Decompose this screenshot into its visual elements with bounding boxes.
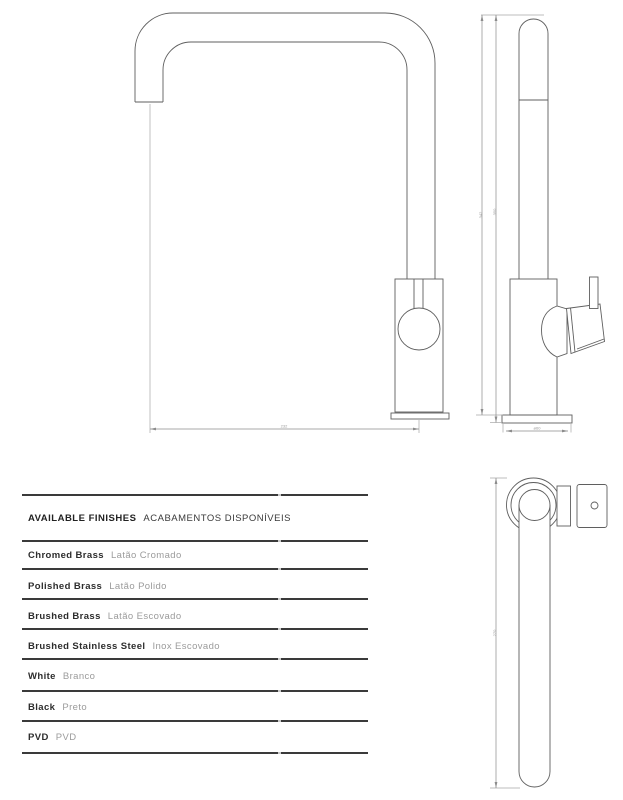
height-dim-b-label: 350 [492,208,497,216]
finishes-title-pt: ACABAMENTOS DISPONÍVEIS [143,513,291,524]
table-rule [22,720,368,722]
finish-row-brushed-stainless-steel [28,641,220,652]
base-flange-side [502,415,572,423]
finish-row-brushed-brass [28,611,182,622]
front-view-drawing [135,13,449,433]
finish-row-white [28,671,95,682]
finish-row-polished-brass [28,581,167,592]
finish-name-en: Polished Brass [28,581,103,592]
table-rule [22,494,368,496]
spout-outer-outline [135,13,435,279]
handle-collar-top [557,486,571,526]
table-rule [22,690,368,692]
control-knob-circle [398,308,440,350]
handle-block-top [577,485,607,528]
finishes-table-title [28,513,291,524]
height-dim-a-label: 342 [478,211,483,219]
finish-name-en: PVD [28,732,49,743]
spout-inner-outline [163,42,407,279]
base-diameter-dimension [503,424,571,433]
finish-name-pt: Latão Polido [109,581,167,592]
finish-name-pt: PVD [55,732,77,743]
finish-name-en: Brushed Brass [28,611,101,622]
body-connector-lines [414,279,423,309]
finish-name-pt: Latão Cromado [110,550,182,561]
table-rule [22,752,368,754]
length-dim-label: 270 [492,629,497,637]
spout-column [519,19,548,279]
reach-dim-label: 232 [280,423,288,429]
finish-name-en: Chromed Brass [28,550,104,561]
finish-row-pvd [28,732,76,743]
length-dimension [490,478,520,788]
finish-name-pt: Latão Escovado [107,611,182,622]
handle-hub [542,306,568,357]
lever-rod [590,277,599,309]
finish-name-pt: Preto [62,702,88,713]
finish-name-pt: Branco [62,671,96,682]
top-view-drawing [490,478,607,788]
table-rule [22,568,368,570]
finish-name-en: Black [28,702,56,713]
finish-row-chromed-brass [28,550,182,561]
side-view-drawing [476,15,605,433]
height-dimension-b [490,15,502,423]
table-rule [22,598,368,600]
table-rule [22,658,368,660]
reach-dimension [150,104,419,433]
finishes-title-en: AVAILABLE FINISHES [28,513,137,524]
finish-name-en: White [28,671,56,682]
base-flange [391,413,449,419]
table-rule [22,540,368,542]
finish-name-en: Brushed Stainless Steel [28,641,146,652]
finish-row-black [28,702,87,713]
spout-top-outline [519,489,550,787]
finish-name-pt: Inox Escovado [152,641,220,652]
base-dim-label: ø60 [533,425,541,431]
table-rule [22,628,368,630]
